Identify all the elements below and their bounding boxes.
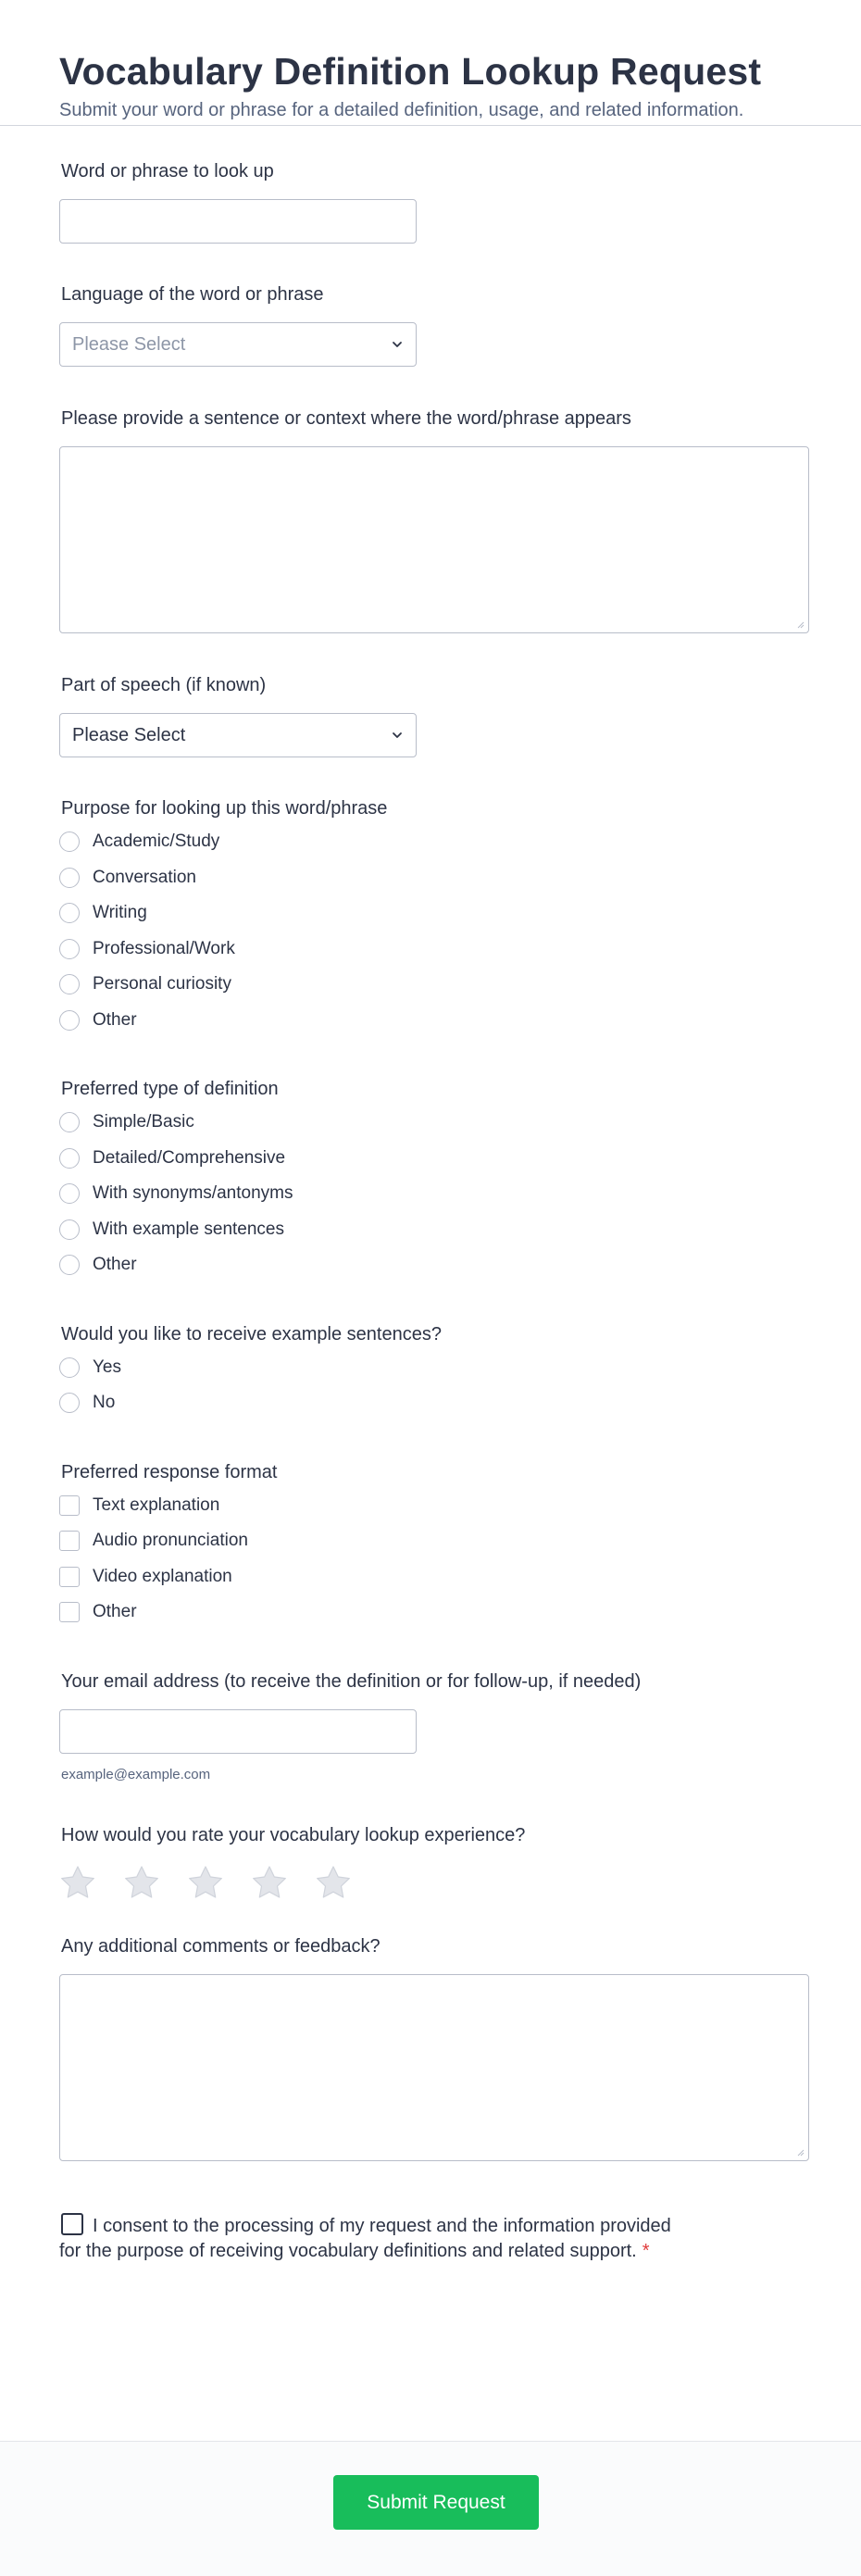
radio-button[interactable] <box>59 1357 80 1378</box>
option-label: Other <box>93 1009 137 1030</box>
option-label: Other <box>93 1602 137 1622</box>
part-of-speech-field <box>59 673 802 757</box>
radio-button[interactable] <box>59 939 80 959</box>
option-label: Detailed/Comprehensive <box>93 1147 286 1168</box>
email-field-group <box>59 1669 802 1782</box>
form-footer <box>0 2441 861 2576</box>
definition-type-option[interactable] <box>59 1176 802 1212</box>
checkbox[interactable] <box>59 1531 80 1551</box>
definition-type-option[interactable] <box>59 1247 802 1283</box>
form-body <box>0 159 861 2264</box>
required-mark: * <box>642 2240 650 2261</box>
radio-button[interactable] <box>59 1010 80 1031</box>
purpose-option[interactable] <box>59 824 802 860</box>
checkbox[interactable] <box>59 1602 80 1622</box>
option-label: Conversation <box>93 867 196 887</box>
definition-type-field <box>59 1077 802 1283</box>
radio-button[interactable] <box>59 1183 80 1204</box>
chevron-down-icon <box>390 337 405 352</box>
resize-grip-icon[interactable] <box>795 2147 805 2157</box>
radio-button[interactable] <box>59 1393 80 1413</box>
email-field[interactable] <box>59 1709 417 1754</box>
radio-button[interactable] <box>59 1219 80 1240</box>
option-label: Simple/Basic <box>93 1112 194 1132</box>
word-field <box>59 159 802 244</box>
checkbox[interactable] <box>59 1495 80 1516</box>
consent-line-1: I consent to the processing of my request and the information provided <box>93 2215 671 2236</box>
definition-type-option[interactable] <box>59 1141 802 1177</box>
response-format-option[interactable] <box>59 1559 802 1595</box>
examples-options <box>59 1350 802 1421</box>
option-label: Video explanation <box>93 1566 232 1586</box>
comments-field <box>59 1934 802 2161</box>
response-format-option[interactable] <box>59 1523 802 1559</box>
radio-button[interactable] <box>59 903 80 923</box>
response-format-options <box>59 1488 802 1631</box>
option-label: Writing <box>93 903 147 923</box>
radio-button[interactable] <box>59 868 80 888</box>
option-label: Professional/Work <box>93 938 235 958</box>
option-label: With synonyms/antonyms <box>93 1183 293 1204</box>
response-format-option[interactable] <box>59 1488 802 1524</box>
purpose-field <box>59 796 802 1038</box>
rating-field <box>59 1823 802 1901</box>
chevron-down-icon <box>390 728 405 743</box>
resize-grip-icon[interactable] <box>795 619 805 629</box>
option-label: Other <box>93 1255 137 1275</box>
purpose-option[interactable] <box>59 967 802 1003</box>
star-icon[interactable] <box>315 1864 352 1901</box>
radio-button[interactable] <box>59 832 80 852</box>
page-subtitle: Submit your word or phrase for a detailed definition, usage, and related information. <box>59 100 744 120</box>
part-of-speech-select-value: Please Select <box>72 724 186 745</box>
option-label: With example sentences <box>93 1219 284 1239</box>
consent-line-2: for the purpose of receiving vocabulary definitions and related support. <box>59 2240 637 2261</box>
option-label: Academic/Study <box>93 832 220 852</box>
definition-type-options <box>59 1105 802 1283</box>
word-label: Word or phrase to look up <box>61 161 274 181</box>
consent-field <box>59 2213 802 2264</box>
purpose-label: Purpose for looking up this word/phrase <box>61 798 388 819</box>
examples-field <box>59 1322 802 1421</box>
language-select[interactable] <box>59 322 417 367</box>
response-format-option[interactable] <box>59 1594 802 1631</box>
email-sublabel: example@example.com <box>61 1766 211 1782</box>
definition-type-option[interactable] <box>59 1105 802 1141</box>
comments-label: Any additional comments or feedback? <box>61 1935 381 1957</box>
context-label: Please provide a sentence or context where the word/phrase appears <box>61 408 631 429</box>
star-icon[interactable] <box>251 1864 288 1901</box>
examples-option[interactable] <box>59 1385 802 1421</box>
examples-option[interactable] <box>59 1350 802 1386</box>
radio-button[interactable] <box>59 1112 80 1132</box>
option-label: No <box>93 1393 116 1413</box>
rating-label: How would you rate your vocabulary lookup experience? <box>61 1824 526 1845</box>
page-title: Vocabulary Definition Lookup Request <box>59 50 762 93</box>
purpose-option[interactable] <box>59 895 802 932</box>
definition-type-option[interactable] <box>59 1212 802 1248</box>
star-icon[interactable] <box>187 1864 224 1901</box>
definition-type-label: Preferred type of definition <box>61 1079 279 1099</box>
purpose-option[interactable] <box>59 860 802 896</box>
purpose-option[interactable] <box>59 932 802 968</box>
radio-button[interactable] <box>59 974 80 994</box>
star-rating <box>59 1864 802 1901</box>
language-select-value: Please Select <box>72 333 186 355</box>
option-label: Text explanation <box>93 1494 220 1515</box>
option-label: Audio pronunciation <box>93 1531 248 1551</box>
option-label: Personal curiosity <box>93 974 231 994</box>
radio-button[interactable] <box>59 1148 80 1169</box>
part-of-speech-label: Part of speech (if known) <box>61 675 267 695</box>
star-icon[interactable] <box>123 1864 160 1901</box>
language-field <box>59 282 802 367</box>
checkbox[interactable] <box>59 1567 80 1587</box>
context-textarea[interactable] <box>59 446 809 633</box>
purpose-option[interactable] <box>59 1003 802 1039</box>
language-label: Language of the word or phrase <box>61 284 324 305</box>
consent-checkbox[interactable] <box>61 2213 83 2235</box>
radio-button[interactable] <box>59 1255 80 1275</box>
response-format-label: Preferred response format <box>61 1461 278 1482</box>
option-label: Yes <box>93 1357 121 1377</box>
star-icon[interactable] <box>59 1864 96 1901</box>
context-field <box>59 406 802 633</box>
examples-label: Would you like to receive example sentences? <box>61 1323 442 1344</box>
part-of-speech-select[interactable] <box>59 713 417 757</box>
purpose-options <box>59 824 802 1038</box>
form-header <box>0 0 861 126</box>
comments-textarea[interactable] <box>59 1974 809 2161</box>
submit-button[interactable]: Submit Request <box>333 2475 539 2530</box>
email-label: Your email address (to receive the definition or for follow-up, if needed) <box>61 1670 642 1692</box>
word-input[interactable] <box>59 199 417 244</box>
response-format-field <box>59 1460 802 1631</box>
consent-text <box>59 2213 802 2264</box>
